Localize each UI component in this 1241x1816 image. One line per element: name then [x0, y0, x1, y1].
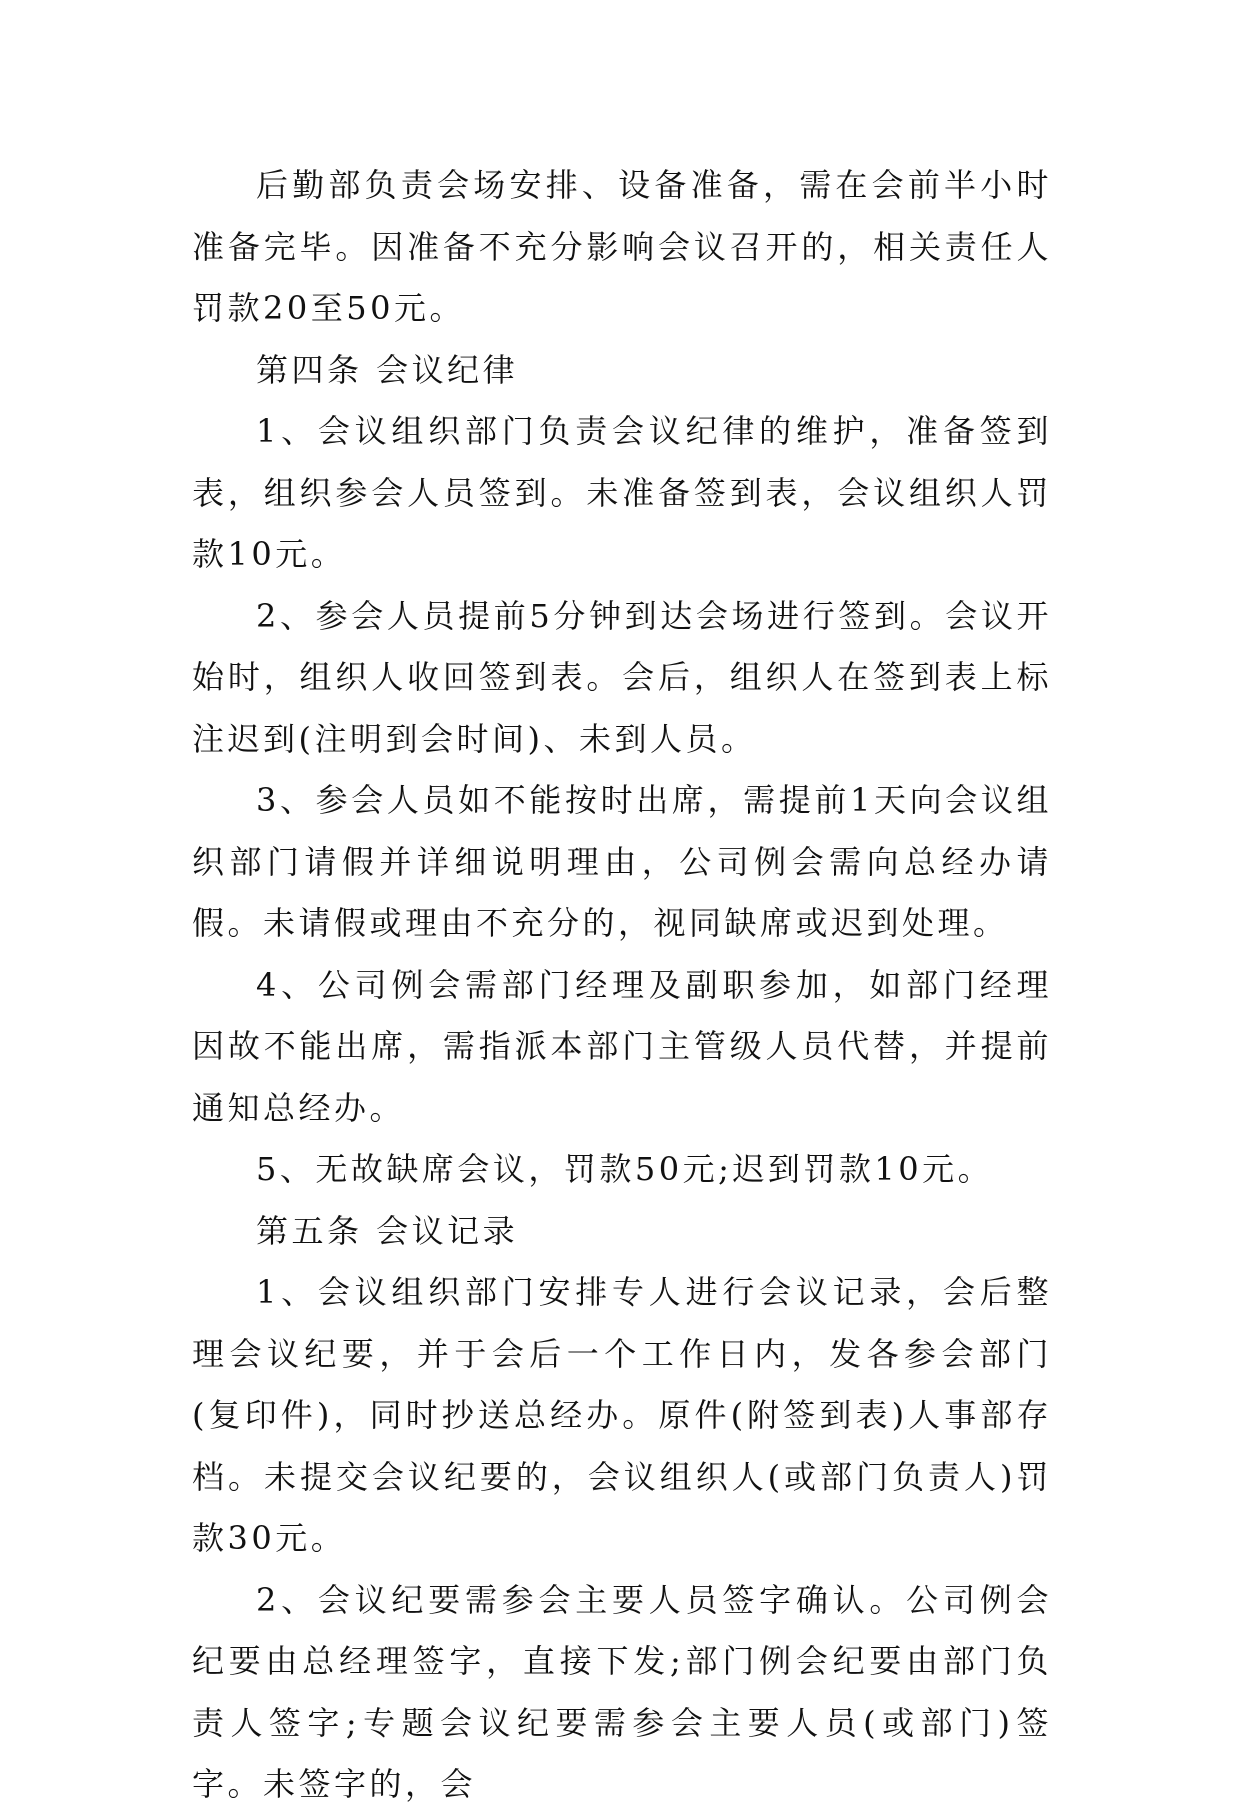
paragraph-discipline-1: 1、会议组织部门负责会议纪律的维护，准备签到表，组织参会人员签到。未准备签到表，会议组织人罚款10元。: [192, 412, 1052, 573]
paragraph-logistics: 后勤部负责会场安排、设备准备，需在会前半小时准备完毕。因准备不充分影响会议召开的，相关责任人罚款20至50元。: [192, 166, 1052, 327]
paragraph-records-2: 2、会议纪要需参会主要人员签字确认。公司例会纪要由总经理签字，直接下发;部门例会纪要由部门负责人签字;专题会议纪要需参会主要人员(或部门)签字。未签字的，会: [192, 1580, 1052, 1803]
paragraph-discipline-5: 5、无故缺席会议，罚款50元;迟到罚款10元。: [256, 1150, 994, 1188]
paragraph-discipline-2: 2、参会人员提前5分钟到达会场进行签到。会议开始时，组织人收回签到表。会后，组织人在签到表上标注迟到(注明到会时间)、未到人员。: [192, 596, 1052, 758]
section-heading-article-4: 第四条 会议纪律: [256, 350, 519, 389]
paragraph-discipline-3: 3、参会人员如不能按时出席，需提前1天向会议组织部门请假并详细说明理由，公司例会需向总经办请假。未请假或理由不充分的，视同缺席或迟到处理。: [192, 781, 1052, 942]
paragraph-discipline-4: 4、公司例会需部门经理及副职参加，如部门经理因故不能出席，需指派本部门主管级人员代替，并提前通知总经办。: [192, 965, 1052, 1127]
paragraph-records-1: 1、会议组织部门安排专人进行会议记录，会后整理会议纪要，并于会后一个工作日内，发各参会部门(复印件)，同时抄送总经办。原件(附签到表)人事部存档。未提交会议纪要的，会议组织人(或部门负责人)罚款30元。: [192, 1273, 1052, 1557]
section-heading-article-5: 第五条 会议记录: [256, 1211, 519, 1250]
document-body: [192, 155, 1052, 1816]
